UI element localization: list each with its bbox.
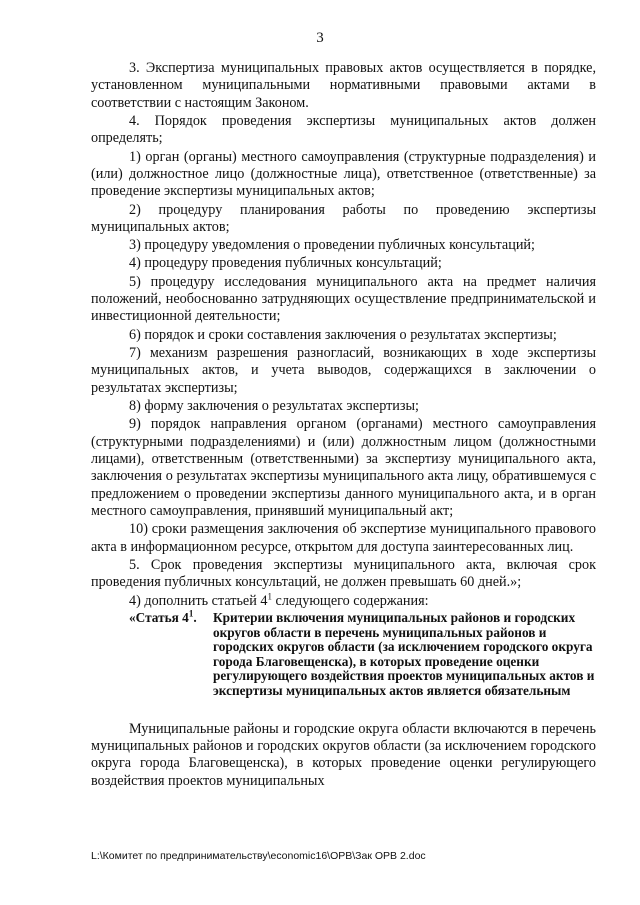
- article-label-end: .: [193, 609, 197, 625]
- list-item: 10) сроки размещения заключения об экспертизе муниципального правового акта в информационном ресурсе, открытом для доступа заинтересованных лиц.: [91, 521, 596, 555]
- list-item: 4) процедуру проведения публичных консультаций;: [129, 255, 442, 272]
- paragraph: 4. Порядок проведения экспертизы муниципальных актов должен определять;: [91, 113, 596, 147]
- list-item: 2) процедуру планирования работы по проведению экспертизы муниципальных актов;: [91, 201, 596, 236]
- amendment-text: 4) дополнить статьей 4: [129, 592, 268, 609]
- paragraph: 3. Экспертиза муниципальных правовых актов осуществляется в порядке, установленном муниципальными нормативными правовыми актами в соответствии с настоящим Законом.: [91, 60, 596, 111]
- paragraph: Муниципальные районы и городские округа области включаются в перечень муниципальных районов и городских округов области (за исключением городского округа города Благовещенска), в которых проведение оценки регулирующего воздействия проектов муниципальных: [91, 720, 596, 789]
- list-item: 8) форму заключения о результатах экспертизы;: [129, 397, 419, 414]
- article-label: [91, 608, 213, 699]
- document-body: [91, 60, 596, 791]
- list-item: 5) процедуру исследования муниципального акта на предмет наличия положений, необоснованно затрудняющих осуществление предпринимательской и инвестиционной деятельности;: [91, 273, 596, 325]
- amendment-superscript: 1: [267, 590, 272, 601]
- amendment-item: [91, 590, 596, 610]
- paragraph: 5. Срок проведения экспертизы муниципального акта, включая срок проведения публичных консультаций, не должен превышать 60 дней.»;: [91, 556, 596, 591]
- article-superscript: 1: [188, 608, 194, 619]
- list-item: 3) процедуру уведомления о проведении публичных консультаций;: [129, 237, 535, 254]
- list-item: 1) орган (органы) местного самоуправления (структурные подразделения) и (или) должностное лицо (должностные лица), ответственное (ответственные) за проведение экспертизы муниципальных актов;: [91, 148, 596, 200]
- list-item: 6) порядок и сроки составления заключения о результатах экспертизы;: [129, 326, 557, 343]
- amendment-text-end: следующего содержания:: [271, 592, 429, 609]
- page-number: 3: [316, 30, 324, 46]
- article-title: Критерии включения муниципальных районов и городских округов области в перечень муниципальных районов и городских округов области (за исключением городского округа города Благовещенска), в которых проведение оценки регулирующего воздействия проектов муниципальных актов и экспертизы муниципальных актов является обязательным: [213, 609, 595, 698]
- article-label-text: «Статья 4: [129, 609, 189, 625]
- file-path-footer: L:\Комитет по предпринимательству\economic16\ОРВ\Зак ОРВ 2.doc: [91, 850, 426, 862]
- list-item: 9) порядок направления органом (органами) местного самоуправления (структурными подразделениями) и (или) должностным лицом (должностными лицами), ответственным (ответственными) за экспертизу муниципального акта, заключения о результатах экспертизы муниципального акта лицу, обратившемуся с предложением о проведении экспертизы данного муниципального акта, и в орган местного самоуправления, принявший муниципальный акт;: [91, 416, 596, 520]
- article-heading: [91, 608, 596, 699]
- list-item: 7) механизм разрешения разногласий, возникающих в ходе экспертизы муниципальных актов, и учета выводов, содержащихся в заключении о результатах экспертизы;: [91, 344, 596, 396]
